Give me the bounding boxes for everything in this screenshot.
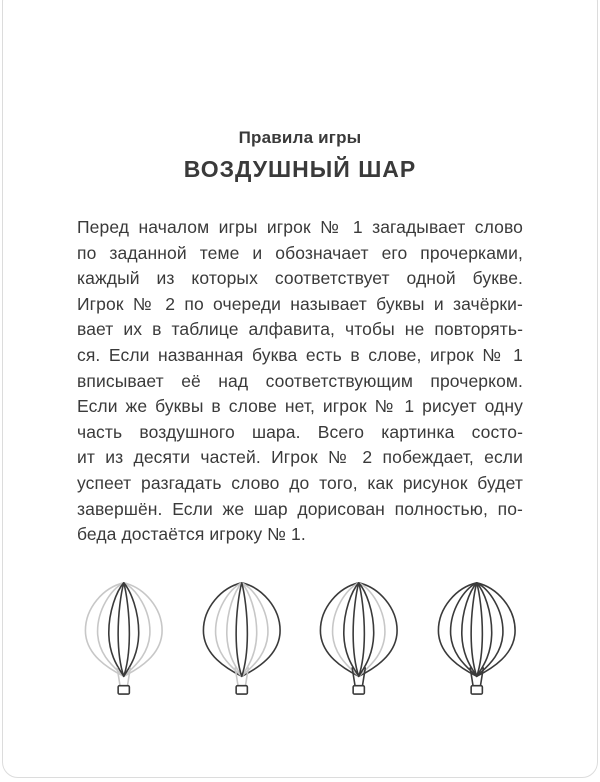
body-line: Если же буквы в слове нет, игрок № 1 рисует одну [77, 396, 523, 417]
rules-subtitle: Правила игры [238, 128, 362, 147]
body-line: завершён. Если же шар дорисован полностью, по- [77, 498, 523, 519]
balloon-gore-inner [118, 583, 129, 677]
body-line: Перед началом игры игрок № 1 загадывает слово [77, 217, 523, 237]
balloon-basket [353, 685, 364, 693]
balloon-gore-mid [226, 583, 256, 677]
body-line: вписывает её над соответствующим прочерком. [77, 370, 523, 391]
balloon-gore-inner [471, 583, 482, 677]
balloon-gore-outer [98, 583, 150, 677]
body-line: беда достаётся игроку № 1. [77, 524, 306, 545]
balloon-figure-stage-2 [195, 570, 289, 706]
body-line: по заданной теме и обозначает его прочерками, [77, 242, 523, 263]
balloon-stages-row [77, 570, 523, 706]
balloon-figure-stage-3 [312, 570, 406, 706]
balloon-gore-inner [353, 583, 364, 677]
balloon-basket [118, 685, 129, 693]
balloon-gore-outer [450, 583, 502, 677]
balloon-gore-mid [461, 583, 491, 677]
balloon-gore-mid [109, 583, 139, 677]
body-line: Игрок № 2 по очереди называет буквы и зачёрки- [77, 293, 523, 314]
balloon-figure-stage-1 [77, 570, 171, 706]
balloon-basket [471, 685, 482, 693]
balloon-gore-inner [236, 583, 247, 677]
body-line: вает их в таблице алфавита, чтобы не повторять- [77, 319, 523, 340]
rules-paragraph [77, 215, 523, 548]
balloon-figure-stage-4 [430, 570, 524, 706]
balloon-gore-outer [215, 583, 267, 677]
balloon-basket [236, 685, 247, 693]
balloon-gore-mid [344, 583, 374, 677]
page-title: ВОЗДУШНЫЙ ШАР [183, 156, 417, 182]
body-line: каждый из которых соответствует одной букве. [77, 268, 523, 289]
balloon-gore-outer [333, 583, 385, 677]
body-line: ит из десяти частей. Игрок № 2 побеждает, если [77, 447, 523, 468]
body-line: ся. Если названная буква есть в слове, игрок № 1 [77, 344, 523, 365]
body-line: успеет разгадать слово до того, как рисунок будет [77, 472, 523, 493]
body-line: часть воздушного шара. Всего картинка состо- [77, 421, 523, 442]
